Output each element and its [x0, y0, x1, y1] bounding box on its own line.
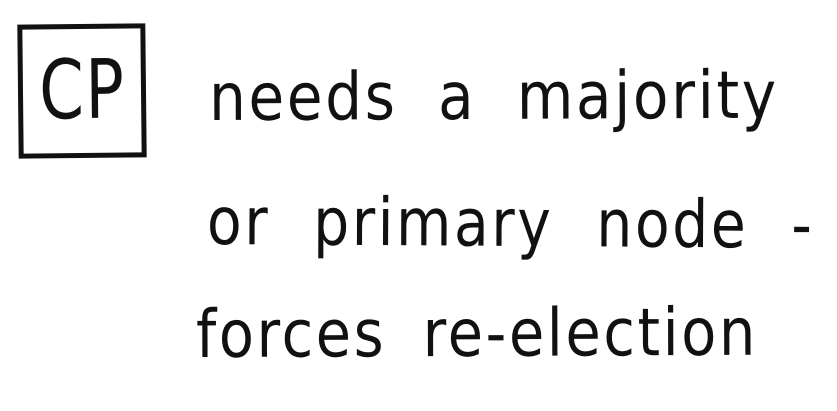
cp-badge — [17, 23, 146, 158]
note-line-1: needs a majority — [208, 56, 779, 136]
note-line-2: or primary node - — [206, 183, 815, 264]
note-line-3: forces re-election — [195, 293, 759, 373]
cp-label: CP — [38, 42, 126, 139]
